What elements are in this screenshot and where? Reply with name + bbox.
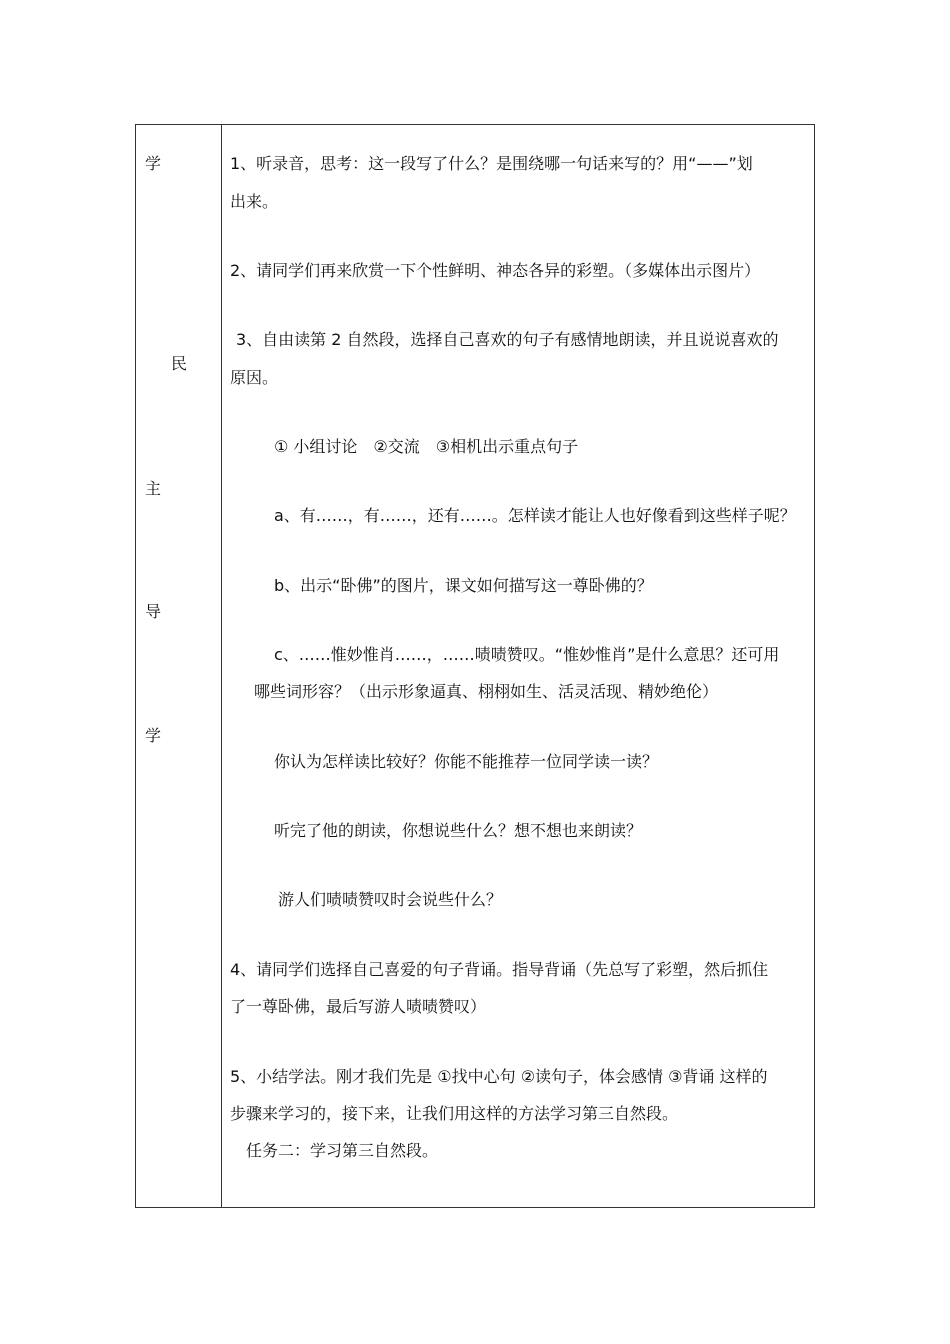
- content-line: ① 小组讨论 ②交流 ③相机出示重点句子: [274, 437, 579, 456]
- side-char-min: 民: [171, 354, 188, 373]
- content-line: 5、小结学法。刚才我们先是 ①找中心句 ②读句子，体会感情 ③背诵 这样的: [230, 1067, 768, 1086]
- content-line: 2、请同学们再来欣赏一下个性鲜明、神态各异的彩塑。（多媒体出示图片）: [230, 261, 761, 280]
- content-line: 4、请同学们选择自己喜爱的句子背诵。指导背诵（先总写了彩塑，然后抓住: [230, 960, 769, 979]
- content-line: c、……惟妙惟肖……，……啧啧赞叹。“惟妙惟肖”是什么意思？还可用: [274, 645, 780, 664]
- content-line: 听完了他的朗读，你想说些什么？想不想也来朗读？: [274, 821, 643, 840]
- side-char-dao: 导: [145, 602, 162, 621]
- side-char-xue-1: 学: [145, 154, 162, 173]
- content-line: 3、自由读第 2 自然段，选择自己喜欢的句子有感情地朗读，并且说说喜欢的: [236, 330, 779, 349]
- content-line: 原因。: [230, 368, 279, 387]
- content-line: 了一尊卧佛，最后写游人啧啧赞叹）: [230, 997, 487, 1016]
- content-line: 步骤来学习的，接下来，让我们用这样的方法学习第三自然段。: [230, 1104, 679, 1123]
- side-char-xue-2: 学: [145, 726, 162, 745]
- content-line: 任务二：学习第三自然段。: [246, 1141, 439, 1160]
- content-line: 1、听录音，思考：这一段写了什么？是围绕哪一句话来写的？用“——”划: [230, 154, 753, 173]
- side-char-zhu: 主: [145, 479, 162, 498]
- content-line: b、出示“卧佛”的图片，课文如何描写这一尊卧佛的？: [274, 576, 653, 595]
- content-line: a、有……，有……，还有……。怎样读才能让人也好像看到这些样子呢？: [274, 506, 796, 525]
- content-line: 出来。: [230, 192, 279, 211]
- content-line: 你认为怎样读比较好？你能不能推荐一位同学读一读？: [274, 752, 659, 771]
- content-line: 哪些词形容？（出示形象逼真、栩栩如生、活灵活现、精妙绝伦）: [254, 682, 719, 701]
- content-line: 游人们啧啧赞叹时会说些什么？: [278, 890, 503, 909]
- lesson-content: [136, 125, 814, 1207]
- lesson-table: [135, 124, 815, 1208]
